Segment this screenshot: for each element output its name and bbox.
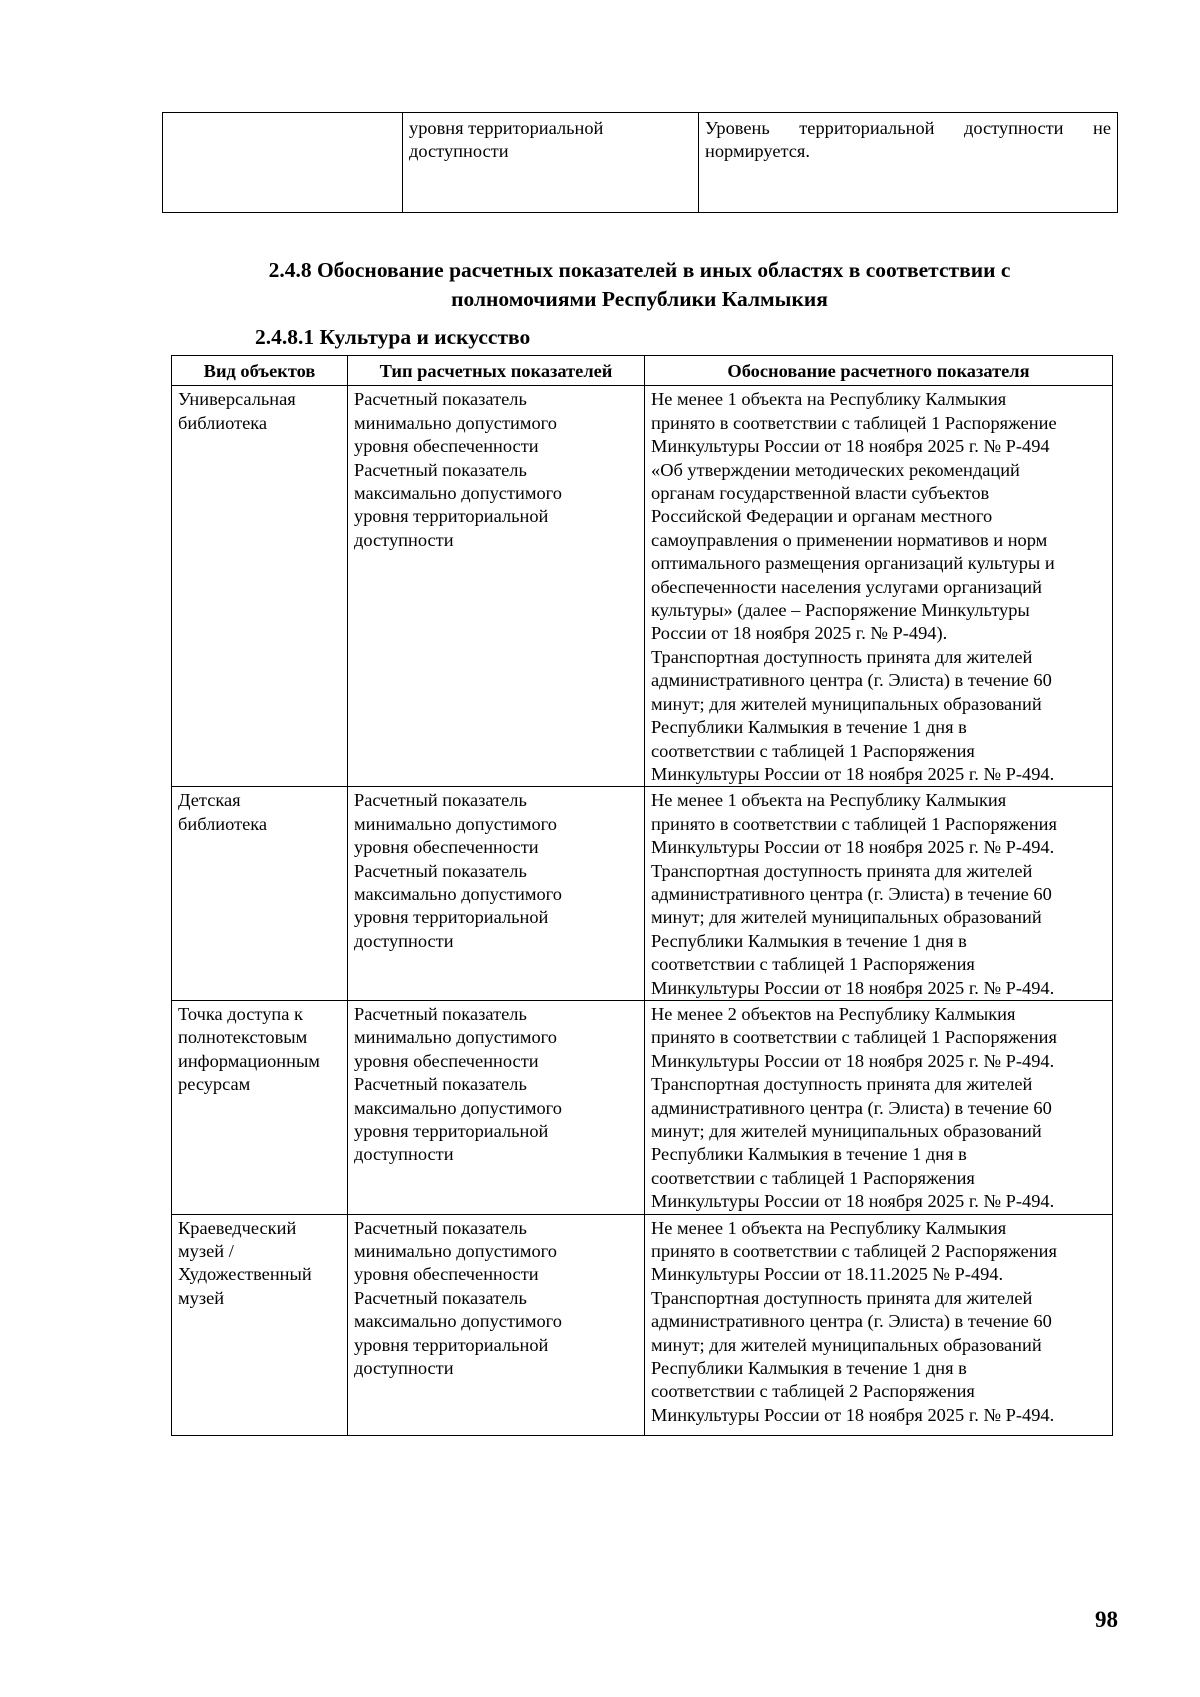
cell-line: Расчетный показатель xyxy=(354,459,527,480)
cell-line: Не менее 2 объектов на Республику Калмыкия xyxy=(651,1003,1016,1024)
cell-line: минимально допустимого xyxy=(354,1027,557,1048)
cell-indicator-type xyxy=(348,1000,645,1214)
cell-line: максимально допустимого xyxy=(354,1311,562,1332)
cell-line: Минкультуры России от 18 ноября 2025 г. № Р-494. xyxy=(651,763,1055,784)
cell-line: информационным xyxy=(178,1050,320,1071)
cell-line: России от 18 ноября 2025 г. № Р-494). xyxy=(651,623,948,644)
table-cell-justification xyxy=(699,113,1118,213)
cell-line: Республики Калмыкия в течение 1 дня в xyxy=(651,717,967,738)
cell-line: музей / xyxy=(178,1241,234,1262)
row-spacer xyxy=(354,1380,638,1388)
table-row xyxy=(163,113,1118,213)
cell-line: уровня обеспеченности xyxy=(354,436,539,457)
cell-indicator-type xyxy=(348,1214,645,1436)
section-title-line: полномочиями Республики Калмыкия xyxy=(451,287,828,311)
cell-line: минимально допустимого xyxy=(354,412,557,433)
cell-line: самоуправления о применении нормативов и норм xyxy=(651,529,1048,550)
cell-line: Республики Калмыкия в течение 1 дня в xyxy=(651,1358,967,1379)
table-cell-empty xyxy=(163,113,403,213)
cell-line: уровня обеспеченности xyxy=(354,837,539,858)
cell-line: Не менее 1 объекта на Республику Калмыкия xyxy=(651,389,1007,410)
cell-line: максимально допустимого xyxy=(354,1097,562,1118)
cell-indicator-type xyxy=(348,386,645,787)
cell-line: Минкультуры России от 18 ноября 2025 г. № Р-494. xyxy=(651,837,1055,858)
cell-line: уровня территориальной xyxy=(354,907,549,928)
cell-line: Художественный xyxy=(178,1264,312,1285)
cell-line: Универсальная xyxy=(178,389,296,410)
cell-line: максимально допустимого xyxy=(354,483,562,504)
cell-line: культуры» (далее – Распоряжение Минкультуры xyxy=(651,600,1030,621)
cell-line: уровня территориальной xyxy=(409,118,604,138)
cell-line: музей xyxy=(178,1287,225,1308)
cell-line: уровня территориальной xyxy=(354,506,549,527)
table-cell-indicator xyxy=(403,113,699,213)
cell-line: ресурсам xyxy=(178,1074,251,1095)
cell-line: соответствии с таблицей 1 Распоряжения xyxy=(651,740,975,761)
cell-line: соответствии с таблицей 1 Распоряжения xyxy=(651,954,975,975)
cell-line: соответствии с таблицей 2 Распоряжения xyxy=(651,1381,975,1402)
cell-line: обеспеченности населения услугами организаций xyxy=(651,576,1042,597)
cell-line: уровня территориальной xyxy=(354,1334,549,1355)
cell-line: Минкультуры России от 18 ноября 2025 г. № Р-494. xyxy=(651,1050,1055,1071)
cell-line: полнотекстовым xyxy=(178,1027,308,1048)
cell-line: максимально допустимого xyxy=(354,883,562,904)
table-row xyxy=(172,1000,1113,1214)
cell-line: принято в соответствии с таблицей 2 Распоряжения xyxy=(651,1241,1057,1262)
cell-justification xyxy=(645,1000,1113,1214)
cell-line: минут; для жителей муниципальных образований xyxy=(651,1121,1042,1141)
cell-line: Транспортная доступность принята для жителей xyxy=(651,1287,1033,1308)
header-object-type: Вид объектов xyxy=(172,356,348,386)
cell-line: Уровень территориальной доступности не xyxy=(705,118,1111,138)
cell-line: Минкультуры России от 18 ноября 2025 г. № Р-494. xyxy=(651,977,1055,998)
cell-line: принято в соответствии с таблицей 1 Распоряжения xyxy=(651,1027,1057,1048)
cell-line: минимально допустимого xyxy=(354,813,557,834)
cell-line: минимально допустимого xyxy=(354,1241,557,1262)
table-row xyxy=(172,386,1113,787)
cell-line: Минкультуры России от 18 ноября 2025 г. № Р-494 xyxy=(651,436,1050,457)
section-title xyxy=(162,256,1117,314)
cell-line: минут; для жителей муниципальных образований xyxy=(651,693,1042,714)
table-body xyxy=(172,386,1113,1436)
cell-line: Расчетный показатель xyxy=(354,1287,527,1308)
cell-line: минут; для жителей муниципальных образований xyxy=(651,1334,1042,1355)
cell-line: Расчетный показатель xyxy=(354,1074,527,1095)
cell-object-type xyxy=(172,386,348,787)
cell-indicator-type xyxy=(348,787,645,1001)
row-spacer xyxy=(178,1310,341,1318)
cell-line: библиотека xyxy=(178,412,268,433)
row-spacer xyxy=(651,1427,1106,1435)
cell-line: оптимального размещения организаций культуры и xyxy=(651,553,1055,574)
cell-line: минут; для жителей муниципальных образований xyxy=(651,907,1042,928)
cell-object-type xyxy=(172,1000,348,1214)
cell-object-type xyxy=(172,1214,348,1436)
cell-line: доступности xyxy=(409,141,509,162)
header-indicator-type: Тип расчетных показателей xyxy=(348,356,645,386)
cell-line: «Об утверждении методических рекомендаций xyxy=(651,459,1020,480)
cell-line: Расчетный показатель xyxy=(354,790,527,811)
table-header-row xyxy=(172,356,1113,386)
header-justification: Обоснование расчетного показателя xyxy=(645,356,1113,386)
cell-line: органам государственной власти субъектов xyxy=(651,483,990,504)
cell-line: Расчетный показатель xyxy=(354,860,527,881)
cell-line: принято в соответствии с таблицей 1 Распоряжения xyxy=(651,813,1057,834)
cell-line: доступности xyxy=(354,529,454,550)
cell-line: Не менее 1 объекта на Республику Калмыкия xyxy=(651,790,1007,811)
cell-line: административного центра (г. Элиста) в течение 60 xyxy=(651,883,1052,904)
cell-line: Расчетный показатель xyxy=(354,1217,527,1238)
cell-line: уровня обеспеченности xyxy=(354,1050,539,1071)
cell-line: доступности xyxy=(354,930,454,951)
cell-line: Транспортная доступность принята для жителей xyxy=(651,646,1033,667)
cell-justification xyxy=(645,386,1113,787)
cell-justification xyxy=(645,787,1113,1001)
cell-line: принято в соответствии с таблицей 1 Распоряжение xyxy=(651,412,1057,433)
cell-line: административного центра (г. Элиста) в течение 60 xyxy=(651,670,1052,691)
culture-indicators-table xyxy=(171,355,1113,1436)
cell-object-type xyxy=(172,787,348,1001)
cell-line: Транспортная доступность принята для жителей xyxy=(651,1074,1033,1095)
cell-line: доступности xyxy=(354,1358,454,1379)
cell-line: Российской Федерации и органам местного xyxy=(651,506,993,527)
cell-line: Республики Калмыкия в течение 1 дня в xyxy=(651,1144,967,1165)
continuation-table xyxy=(162,112,1118,213)
cell-line: Расчетный показатель xyxy=(354,1003,527,1024)
cell-line: административного центра (г. Элиста) в течение 60 xyxy=(651,1097,1052,1118)
cell-line: нормируется. xyxy=(705,141,810,162)
cell-line: Транспортная доступность принята для жителей xyxy=(651,860,1033,881)
cell-line: библиотека xyxy=(178,813,268,834)
cell-line: Точка доступа к xyxy=(178,1003,303,1024)
cell-line: соответствии с таблицей 1 Распоряжения xyxy=(651,1167,975,1188)
cell-line: административного центра (г. Элиста) в течение 60 xyxy=(651,1311,1052,1332)
cell-line: Детская xyxy=(178,790,241,811)
page-number: 98 xyxy=(1095,1607,1118,1632)
table-row xyxy=(172,787,1113,1001)
cell-line: Минкультуры России от 18.11.2025 № Р-494. xyxy=(651,1264,1004,1285)
cell-line: Минкультуры России от 18 ноября 2025 г. № Р-494. xyxy=(651,1191,1055,1212)
table-row xyxy=(172,1214,1113,1436)
cell-line: Краеведческий xyxy=(178,1217,297,1238)
subsection-title: 2.4.8.1 Культура и искусство xyxy=(255,325,531,349)
section-title-line: 2.4.8 Обоснование расчетных показателей в иных областях в соответствии с xyxy=(268,258,1011,282)
cell-line: Не менее 1 объекта на Республику Калмыкия xyxy=(651,1217,1007,1238)
cell-line: уровня территориальной xyxy=(354,1121,549,1141)
cell-justification xyxy=(645,1214,1113,1436)
cell-line: Расчетный показатель xyxy=(354,389,527,410)
cell-line: Республики Калмыкия в течение 1 дня в xyxy=(651,930,967,951)
cell-line: уровня обеспеченности xyxy=(354,1264,539,1285)
cell-line: Минкультуры России от 18 ноября 2025 г. № Р-494. xyxy=(651,1404,1055,1425)
cell-line: доступности xyxy=(354,1144,454,1165)
